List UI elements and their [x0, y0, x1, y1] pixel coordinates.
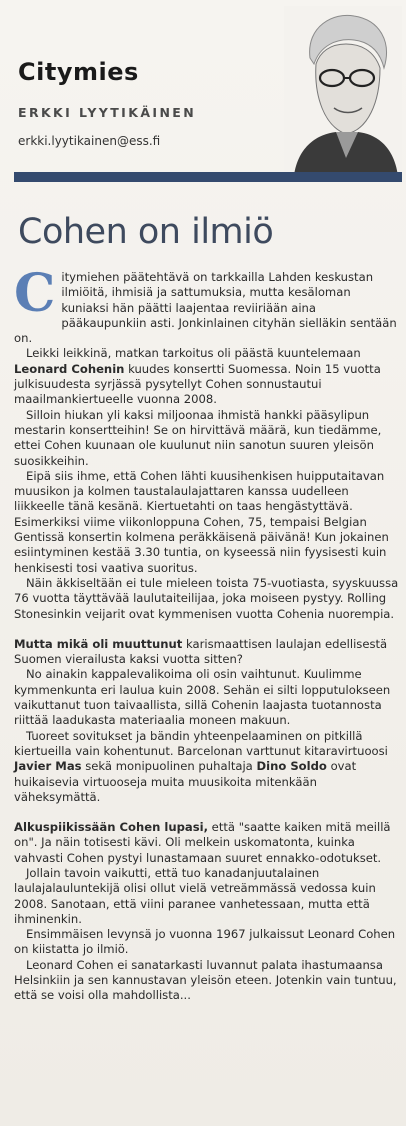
paragraph-7: No ainakin kappalevalikoima oli osin vaihtunut. Kuulimme kymmenkunta eri laulua kuin 2008. Sehän ei silti lopputulokseen vaikuttanut tuon taivaallista, sillä Cohenin laajasta tuotannosta riittää laadukasta materiaalia moneen makuun. — [14, 667, 391, 728]
author-email[interactable]: erkki.lyytikainen@ess.fi — [18, 134, 161, 148]
column-title: Citymies — [18, 58, 139, 86]
paragraph-2: Leikki leikkinä, matkan tarkoitus oli päästä kuuntelemaan Leonard Cohenin kuudes konsertti Suomessa. Noin 15 vuotta julkisuudesta syrjässä pysytellyt Cohen sonnustautui maailmankiertueelle vuonna 2008. — [14, 346, 381, 407]
author-portrait — [284, 6, 402, 176]
paragraph-10: Jollain tavoin vaikutti, että tuo kanadanjuutalainen laulajalauluntekijä olisi ollut vielä vetreämmässä vedossa kuin 2008. Sanotaan, että viini paranee vanhetessaan, mutta että ihminenkin. — [14, 865, 376, 926]
author-name: ERKKI LYYTIKÄINEN — [18, 105, 197, 120]
header-divider-bar — [14, 172, 402, 182]
paragraph-5: Näin äkkiseltään ei tule mieleen toista 75-vuotiasta, syyskuussa 76 vuotta täyttävää laulutaiteilijaa, joka moiseen pystyy. Rolling Stonesinkin veijarit ovat kymmenisen vuotta Cohenia nuorempia. — [14, 575, 399, 621]
column-header — [0, 0, 406, 190]
paragraph-1: Citymiehen päätehtävä on tarkkailla Lahden keskustan ilmiöitä, ihmisiä ja sattumuksia, mutta kesäloman kuniaksi hän päätti laajentaa reviiriään aina pääkaupunkiin asti. Jonkinlainen cityhän sielläkin sentään on. — [14, 263, 397, 346]
paragraph-9: Alkuspiikissään Cohen lupasi, että "saatte kaiken mitä meillä on". Ja näin totisesti kävi. Oli melkein uskomatonta, kuinka vahvasti Cohen pystyi lunastamaan suuret ennakko-odotukset. — [14, 820, 391, 865]
paragraph-4: Eipä siis ihme, että Cohen lähti kuusihenkisen huipputaitavan muusikon ja kolmen taustalaulajattaren kanssa uudelleen liikkeelle tänä kesänä. Kiertuetahti on taas hengästyttävä. Esimerkiksi viime viikonloppuna Cohen, 75, tempaisi Belgian Gentissä konsertin kolmena peräkkäisenä päivänä! Kun jokainen esiintyminen kestää 3.30 tuntia, on kyseessä niin fyysisesti kuin henkisesti tosi vaativa suoritus. — [14, 468, 389, 575]
paragraph-3: Silloin hiukan yli kaksi miljoonaa ihmistä hankki pääsylipun mestarin konsertteihin! Se on hirvittävä määrä, kun tiedämme, ettei Cohen kuunaan ole kuulunut niin sanotun suuren yleisön suosikkeihin. — [14, 407, 382, 468]
paragraph-6: Mutta mikä oli muuttunut karismaattisen laulajan edellisestä Suomen vierailusta kaksi vuotta sitten? — [14, 636, 388, 667]
paragraph-12: Leonard Cohen ei sanatarkasti luvannut palata ihastumaansa Helsinkiin ja sen kannustavan yleisön eteen. Jotenkin vain tuntuu, että se voisi olla mahdollista... — [14, 957, 397, 1003]
article-body — [14, 263, 400, 1004]
paragraph-11: Ensimmäisen levynsä jo vuonna 1967 julkaissut Leonard Cohen on kiistatta jo ilmiö. — [14, 927, 396, 957]
paragraph-8: Tuoreet sovitukset ja bändin yhteenpelaaminen on pitkillä kiertueilla vain kohentunut. Barcelonan varttunut kitaravirtuoosi Javier Mas sekä monipuolinen puhaltaja Dino Soldo ovat huikaisevia virtuooseja muita muusikoita mitenkään väheksymättä. — [14, 728, 388, 804]
drop-cap: C — [14, 263, 56, 324]
article-headline: Cohen on ilmiö — [18, 212, 274, 252]
